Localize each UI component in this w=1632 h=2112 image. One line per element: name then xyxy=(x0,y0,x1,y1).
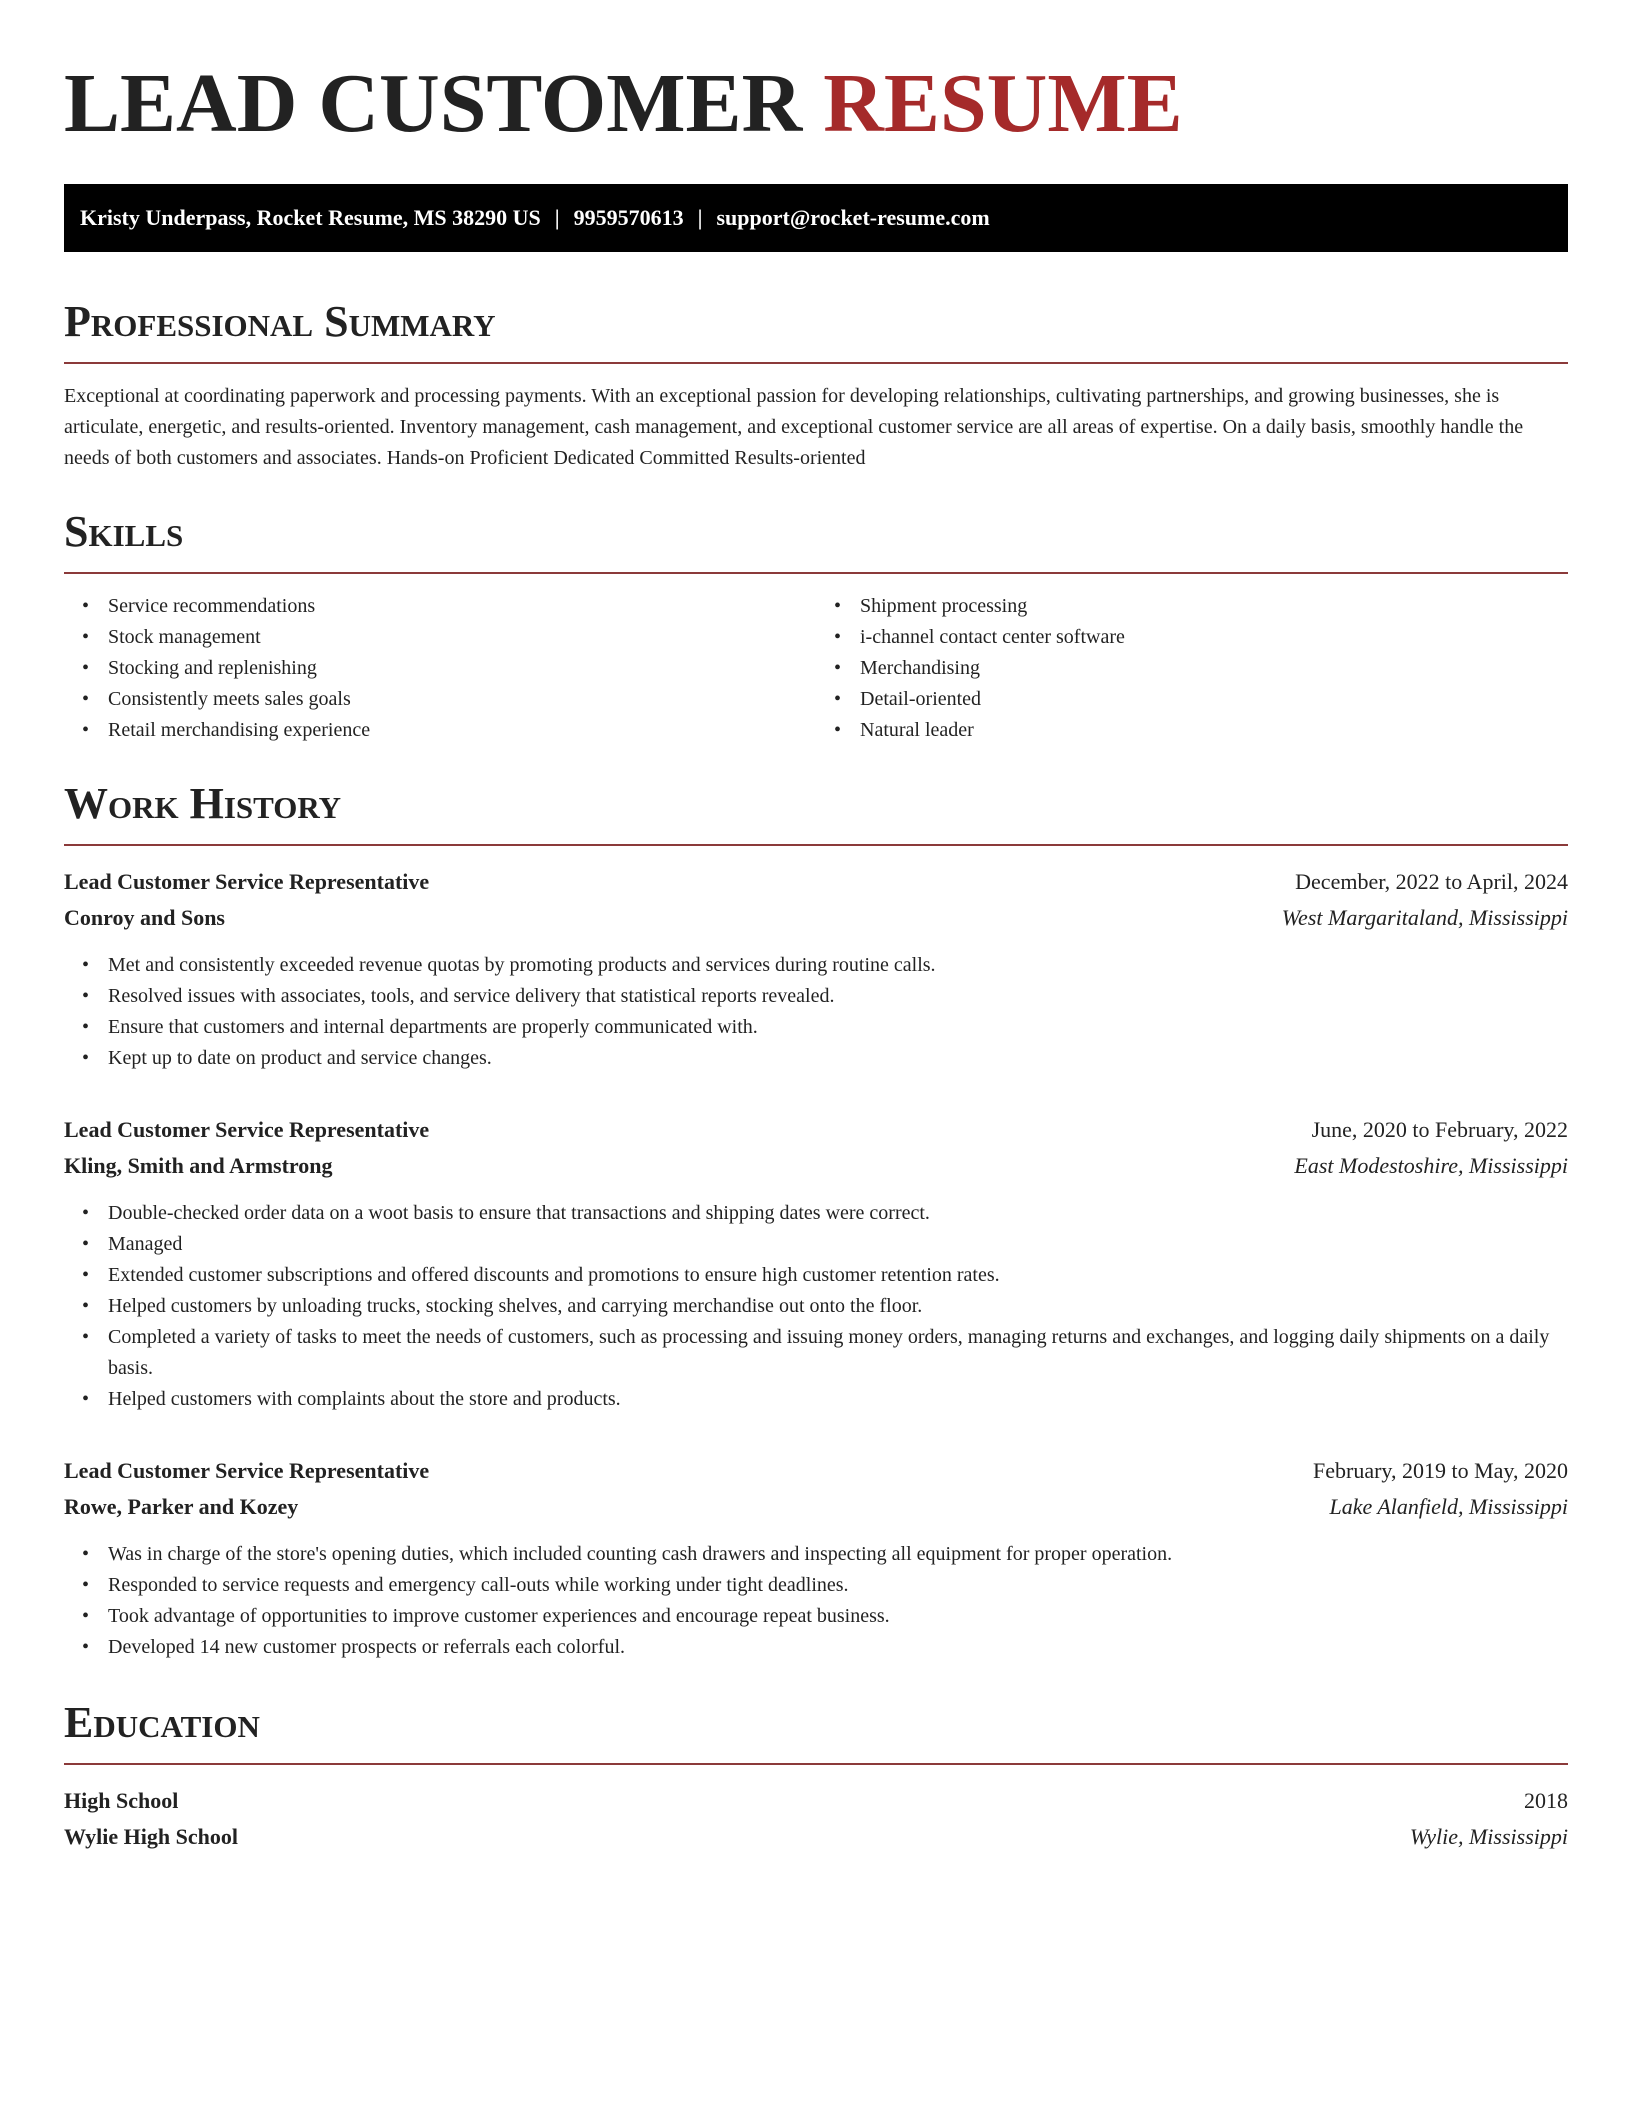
education-section xyxy=(64,1695,1568,1855)
contact-address: Kristy Underpass, Rocket Resume, MS 38290 US xyxy=(80,205,541,230)
work-history-section xyxy=(64,776,1568,1663)
job-company-row xyxy=(64,1489,1568,1525)
skill-item: • Natural leader xyxy=(860,715,1568,746)
skill-item: • Retail merchandising experience xyxy=(108,715,816,746)
job-header-row xyxy=(64,1453,1568,1489)
job-location: Lake Alanfield, Mississippi xyxy=(1329,1494,1568,1519)
job-bullet: • Developed 14 new customer prospects or referrals each colorful. xyxy=(108,1632,1568,1663)
contact-bar xyxy=(64,184,1568,252)
job-entry xyxy=(64,864,1568,1074)
contact-phone: 9959570613 xyxy=(573,205,684,230)
job-entry xyxy=(64,1453,1568,1663)
job-title: Lead Customer Service Representative xyxy=(64,869,430,894)
section-divider xyxy=(64,362,1568,364)
skill-item: • Shipment processing xyxy=(860,591,1568,622)
skill-item: • Consistently meets sales goals xyxy=(108,684,816,715)
education-degree: High School xyxy=(64,1788,179,1813)
summary-heading: Professional Summary xyxy=(64,297,496,346)
job-location: East Modestoshire, Mississippi xyxy=(1294,1153,1568,1178)
job-dates: February, 2019 to May, 2020 xyxy=(1313,1458,1568,1483)
skill-item: • Detail-oriented xyxy=(860,684,1568,715)
skill-item: • Service recommendations xyxy=(108,591,816,622)
job-bullet: • Met and consistently exceeded revenue quotas by promoting products and services during routine calls. xyxy=(108,950,1568,981)
job-bullet: • Helped customers by unloading trucks, stocking shelves, and carrying merchandise out onto the floor. xyxy=(108,1291,1568,1322)
summary-section xyxy=(64,294,1568,474)
contact-email: support@rocket-resume.com xyxy=(716,205,990,230)
job-company-row xyxy=(64,1148,1568,1184)
job-company: Rowe, Parker and Kozey xyxy=(64,1494,299,1519)
job-dates: December, 2022 to April, 2024 xyxy=(1295,869,1568,894)
job-bullet: • Double-checked order data on a woot basis to ensure that transactions and shipping dates were correct. xyxy=(108,1198,1568,1229)
skills-list-left xyxy=(64,591,816,746)
job-company: Kling, Smith and Armstrong xyxy=(64,1153,333,1178)
skill-item: • Stocking and replenishing xyxy=(108,653,816,684)
job-location: West Margaritaland, Mississippi xyxy=(1281,905,1568,930)
education-school: Wylie High School xyxy=(64,1824,238,1849)
title-accent: RESUME xyxy=(823,57,1183,150)
job-bullet: • Ensure that customers and internal departments are properly communicated with. xyxy=(108,1012,1568,1043)
job-bullet: • Responded to service requests and emergency call-outs while working under tight deadlines. xyxy=(108,1570,1568,1601)
job-bullet-list xyxy=(64,950,1568,1074)
education-entry xyxy=(64,1783,1568,1855)
job-title: Lead Customer Service Representative xyxy=(64,1458,430,1483)
work-history-heading: Work History xyxy=(64,779,342,828)
job-title: Lead Customer Service Representative xyxy=(64,1117,430,1142)
section-divider xyxy=(64,1763,1568,1765)
skill-item: • Merchandising xyxy=(860,653,1568,684)
section-divider xyxy=(64,572,1568,574)
job-company-row xyxy=(64,900,1568,936)
skill-item: • i-channel contact center software xyxy=(860,622,1568,653)
job-bullet: • Extended customer subscriptions and offered discounts and promotions to ensure high customer retention rates. xyxy=(108,1260,1568,1291)
education-year: 2018 xyxy=(1524,1788,1568,1813)
job-bullet: • Managed xyxy=(108,1229,1568,1260)
job-header-row xyxy=(64,1112,1568,1148)
summary-text: Exceptional at coordinating paperwork and processing payments. With an exceptional passion for developing relationships, cultivating partnerships, and growing businesses, she is articulate, energetic, and results-oriented. Inventory management, cash management, and exceptional customer service are all areas of expertise. On a daily basis, smoothly handle the needs of both customers and associates. Hands-on Proficient Dedicated Committed Results-oriented xyxy=(64,385,1524,469)
job-bullet: • Took advantage of opportunities to improve customer experiences and encourage repeat business. xyxy=(108,1601,1568,1632)
job-bullet: • Resolved issues with associates, tools, and service delivery that statistical reports revealed. xyxy=(108,981,1568,1012)
resume-title xyxy=(64,56,1568,152)
job-bullet: • Helped customers with complaints about the store and products. xyxy=(108,1384,1568,1415)
skills-heading: Skills xyxy=(64,507,184,556)
education-location: Wylie, Mississippi xyxy=(1409,1824,1568,1849)
job-header-row xyxy=(64,864,1568,900)
skills-section xyxy=(64,504,1568,746)
job-dates: June, 2020 to February, 2022 xyxy=(1311,1117,1568,1142)
job-bullet: • Completed a variety of tasks to meet the needs of customers, such as processing and issuing money orders, managing returns and exchanges, and logging daily shipments on a daily basis. xyxy=(108,1322,1568,1384)
section-divider xyxy=(64,844,1568,846)
education-degree-row xyxy=(64,1783,1568,1819)
contact-separator: | xyxy=(554,205,560,230)
job-bullet: • Kept up to date on product and service changes. xyxy=(108,1043,1568,1074)
job-bullet: • Was in charge of the store's opening duties, which included counting cash drawers and inspecting all equipment for proper operation. xyxy=(108,1539,1568,1570)
skills-grid xyxy=(64,591,1568,746)
skill-item: • Stock management xyxy=(108,622,816,653)
title-main: LEAD CUSTOMER xyxy=(64,57,803,150)
job-entry xyxy=(64,1112,1568,1415)
skills-list-right xyxy=(816,591,1568,746)
job-company: Conroy and Sons xyxy=(64,905,225,930)
contact-separator: | xyxy=(697,205,703,230)
education-heading: Education xyxy=(64,1698,260,1747)
education-school-row xyxy=(64,1819,1568,1855)
job-bullet-list xyxy=(64,1198,1568,1415)
job-bullet-list xyxy=(64,1539,1568,1663)
